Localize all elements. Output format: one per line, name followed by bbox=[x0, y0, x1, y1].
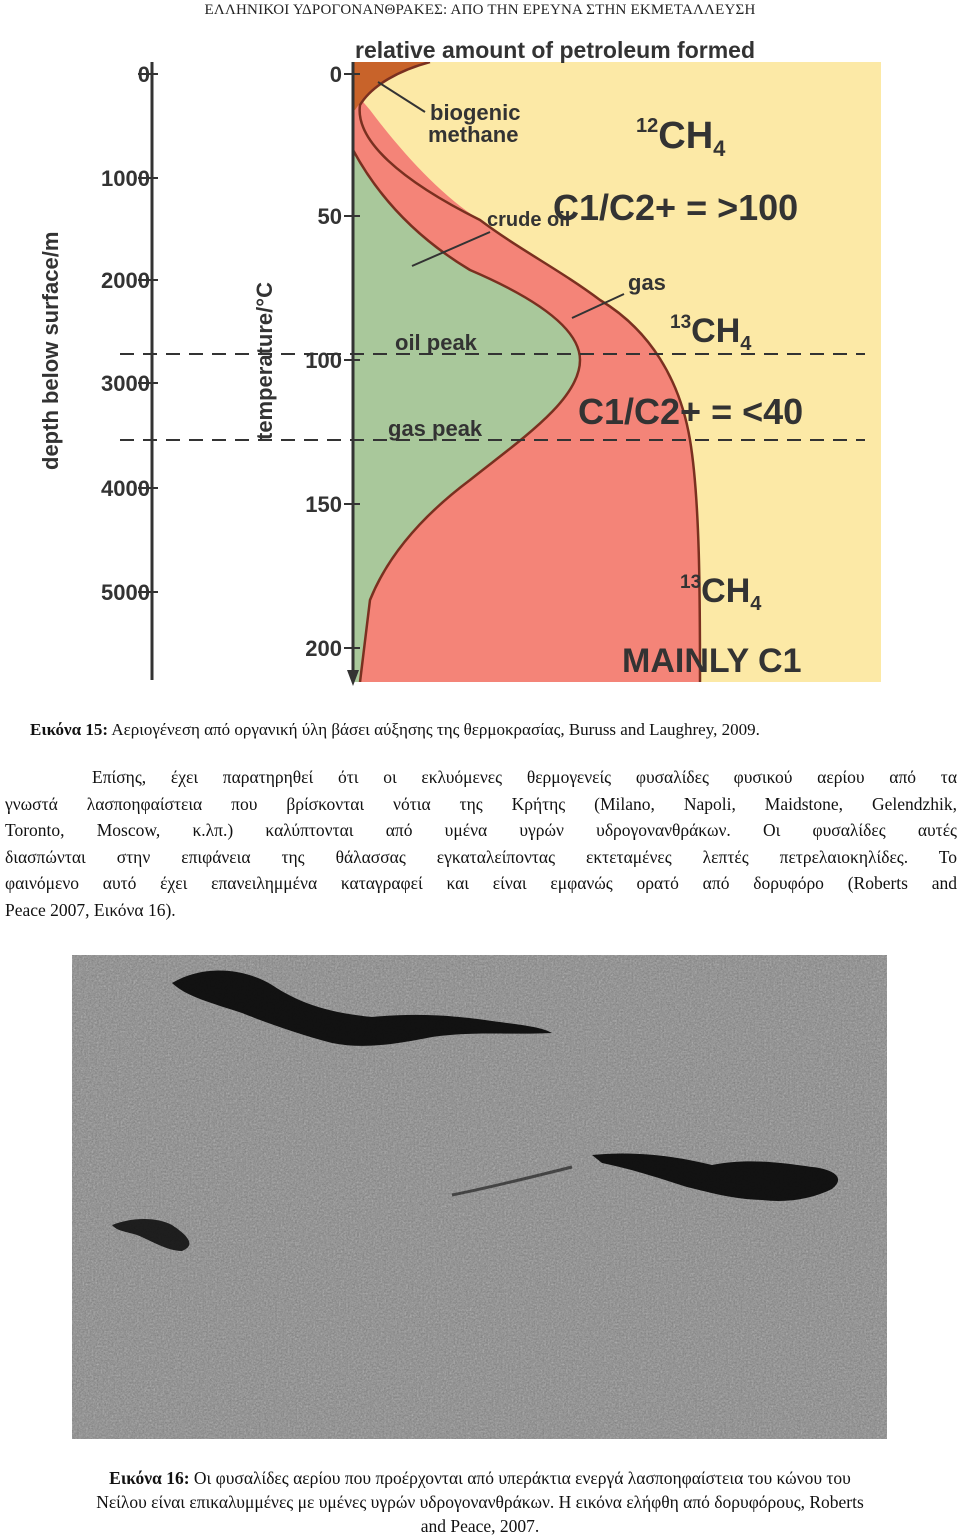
ch4-13-upper-label: $^{13}CH_4$ bbox=[670, 312, 752, 355]
depth-tick-3000: 3000 bbox=[101, 371, 150, 396]
caption-2-line2: Νείλου είναι επικαλυμμένες με υμένες υγρών υδρογονανθράκων. Η εικόνα ελήφθη από δορυφόρους, Roberts bbox=[96, 1492, 864, 1512]
depth-tick-0: 0 bbox=[137, 62, 150, 87]
depth-tick-2000: 2000 bbox=[101, 268, 150, 293]
satellite-image bbox=[72, 955, 887, 1439]
figure-16-caption bbox=[0, 1466, 960, 1538]
temp-tick-50: 50 bbox=[317, 204, 342, 229]
paragraph-line: διασπώνται στην επιφάνεια της θάλασσας εγκαταλείποντας εκτεταμένες λεπτές πετρελαιοκηλίδες. Το bbox=[5, 846, 957, 867]
mainly-c1-label: MAINLY C1 bbox=[622, 642, 802, 680]
caption-2-line1 bbox=[0, 1466, 960, 1490]
crude-oil-label: crude oil bbox=[487, 209, 571, 231]
ratio-mid-label: C1/C2+ = <40 bbox=[578, 391, 804, 432]
depth-tick-1000: 1000 bbox=[101, 166, 150, 191]
temp-tick-200: 200 bbox=[305, 636, 342, 661]
ch4-12-label: $^{12}CH_4$ bbox=[636, 115, 726, 161]
petroleum-generation-diagram bbox=[0, 32, 960, 692]
paragraph-line: γνωστά λασποηφαίστεια που βρίσκονται νότια της Κρήτης (Milano, Napoli, Maidstone, Gelendzhik, bbox=[5, 793, 957, 814]
caption-2-label: Εικόνα 16: bbox=[109, 1468, 190, 1488]
figure-15-caption bbox=[30, 720, 760, 740]
temp-tick-100: 100 bbox=[305, 348, 342, 373]
methane-label: methane bbox=[428, 122, 519, 147]
page-header: ΕΛΛΗΝΙΚΟΙ ΥΔΡΟΓΟΝΑΝΘΡΑΚΕΣ: ΑΠΟ ΤΗΝ ΕΡΕΥΝΑ ΣΤΗΝ ΕΚΜΕΤΑΛΛΕΥΣΗ bbox=[204, 2, 756, 18]
caption-2-text1: Οι φυσαλίδες αερίου που προέρχονται από υπεράκτια ενεργά λασποηφαίστεια του κώνου του bbox=[189, 1468, 851, 1488]
temp-tick-150: 150 bbox=[305, 492, 342, 517]
caption-1-label: Εικόνα 15: bbox=[30, 720, 109, 739]
paragraph-line: φαινόμενο αυτό έχει επανειλημμένα καταγραφεί και είναι εμφανώς ορατό από δορυφόρο (Roberts and bbox=[5, 873, 957, 894]
paragraph-line: Peace 2007, Εικόνα 16). bbox=[5, 899, 176, 920]
ch4-13-lower-label: $^{13}CH_4$ bbox=[680, 572, 762, 615]
gas-label: gas bbox=[628, 270, 666, 295]
gas-peak-label: gas peak bbox=[388, 416, 483, 441]
oil-peak-label: oil peak bbox=[395, 330, 477, 355]
paragraph-line: Επίσης, έχει παρατηρηθεί ότι οι εκλυόμενες θερμογενείς φυσαλίδες φυσικού αερίου από τα bbox=[92, 767, 957, 787]
depth-axis-label: depth below surface/m bbox=[38, 231, 63, 470]
caption-2-line3: and Peace, 2007. bbox=[420, 1516, 540, 1536]
temp-axis-label: temperature/°C bbox=[252, 282, 277, 440]
caption-1-text: Αεριογένεση από οργανική ύλη βάσει αύξησης της θερμοκρασίας, Buruss and Laughrey, 2009. bbox=[108, 720, 760, 739]
depth-tick-group bbox=[101, 62, 158, 605]
ratio-top-label: C1/C2+ = >100 bbox=[553, 187, 799, 228]
diagram-title: relative amount of petroleum formed bbox=[355, 37, 756, 63]
biogenic-label: biogenic bbox=[430, 100, 521, 125]
body-paragraph bbox=[5, 764, 957, 924]
paragraph-line: Toronto, Moscow, κ.λπ.) καλύπτονται από υμένα υγρών υδρογονανθράκων. Οι φυσαλίδες αυτές bbox=[5, 820, 957, 841]
depth-tick-5000: 5000 bbox=[101, 580, 150, 605]
depth-tick-4000: 4000 bbox=[101, 476, 150, 501]
temp-tick-0: 0 bbox=[329, 62, 342, 87]
